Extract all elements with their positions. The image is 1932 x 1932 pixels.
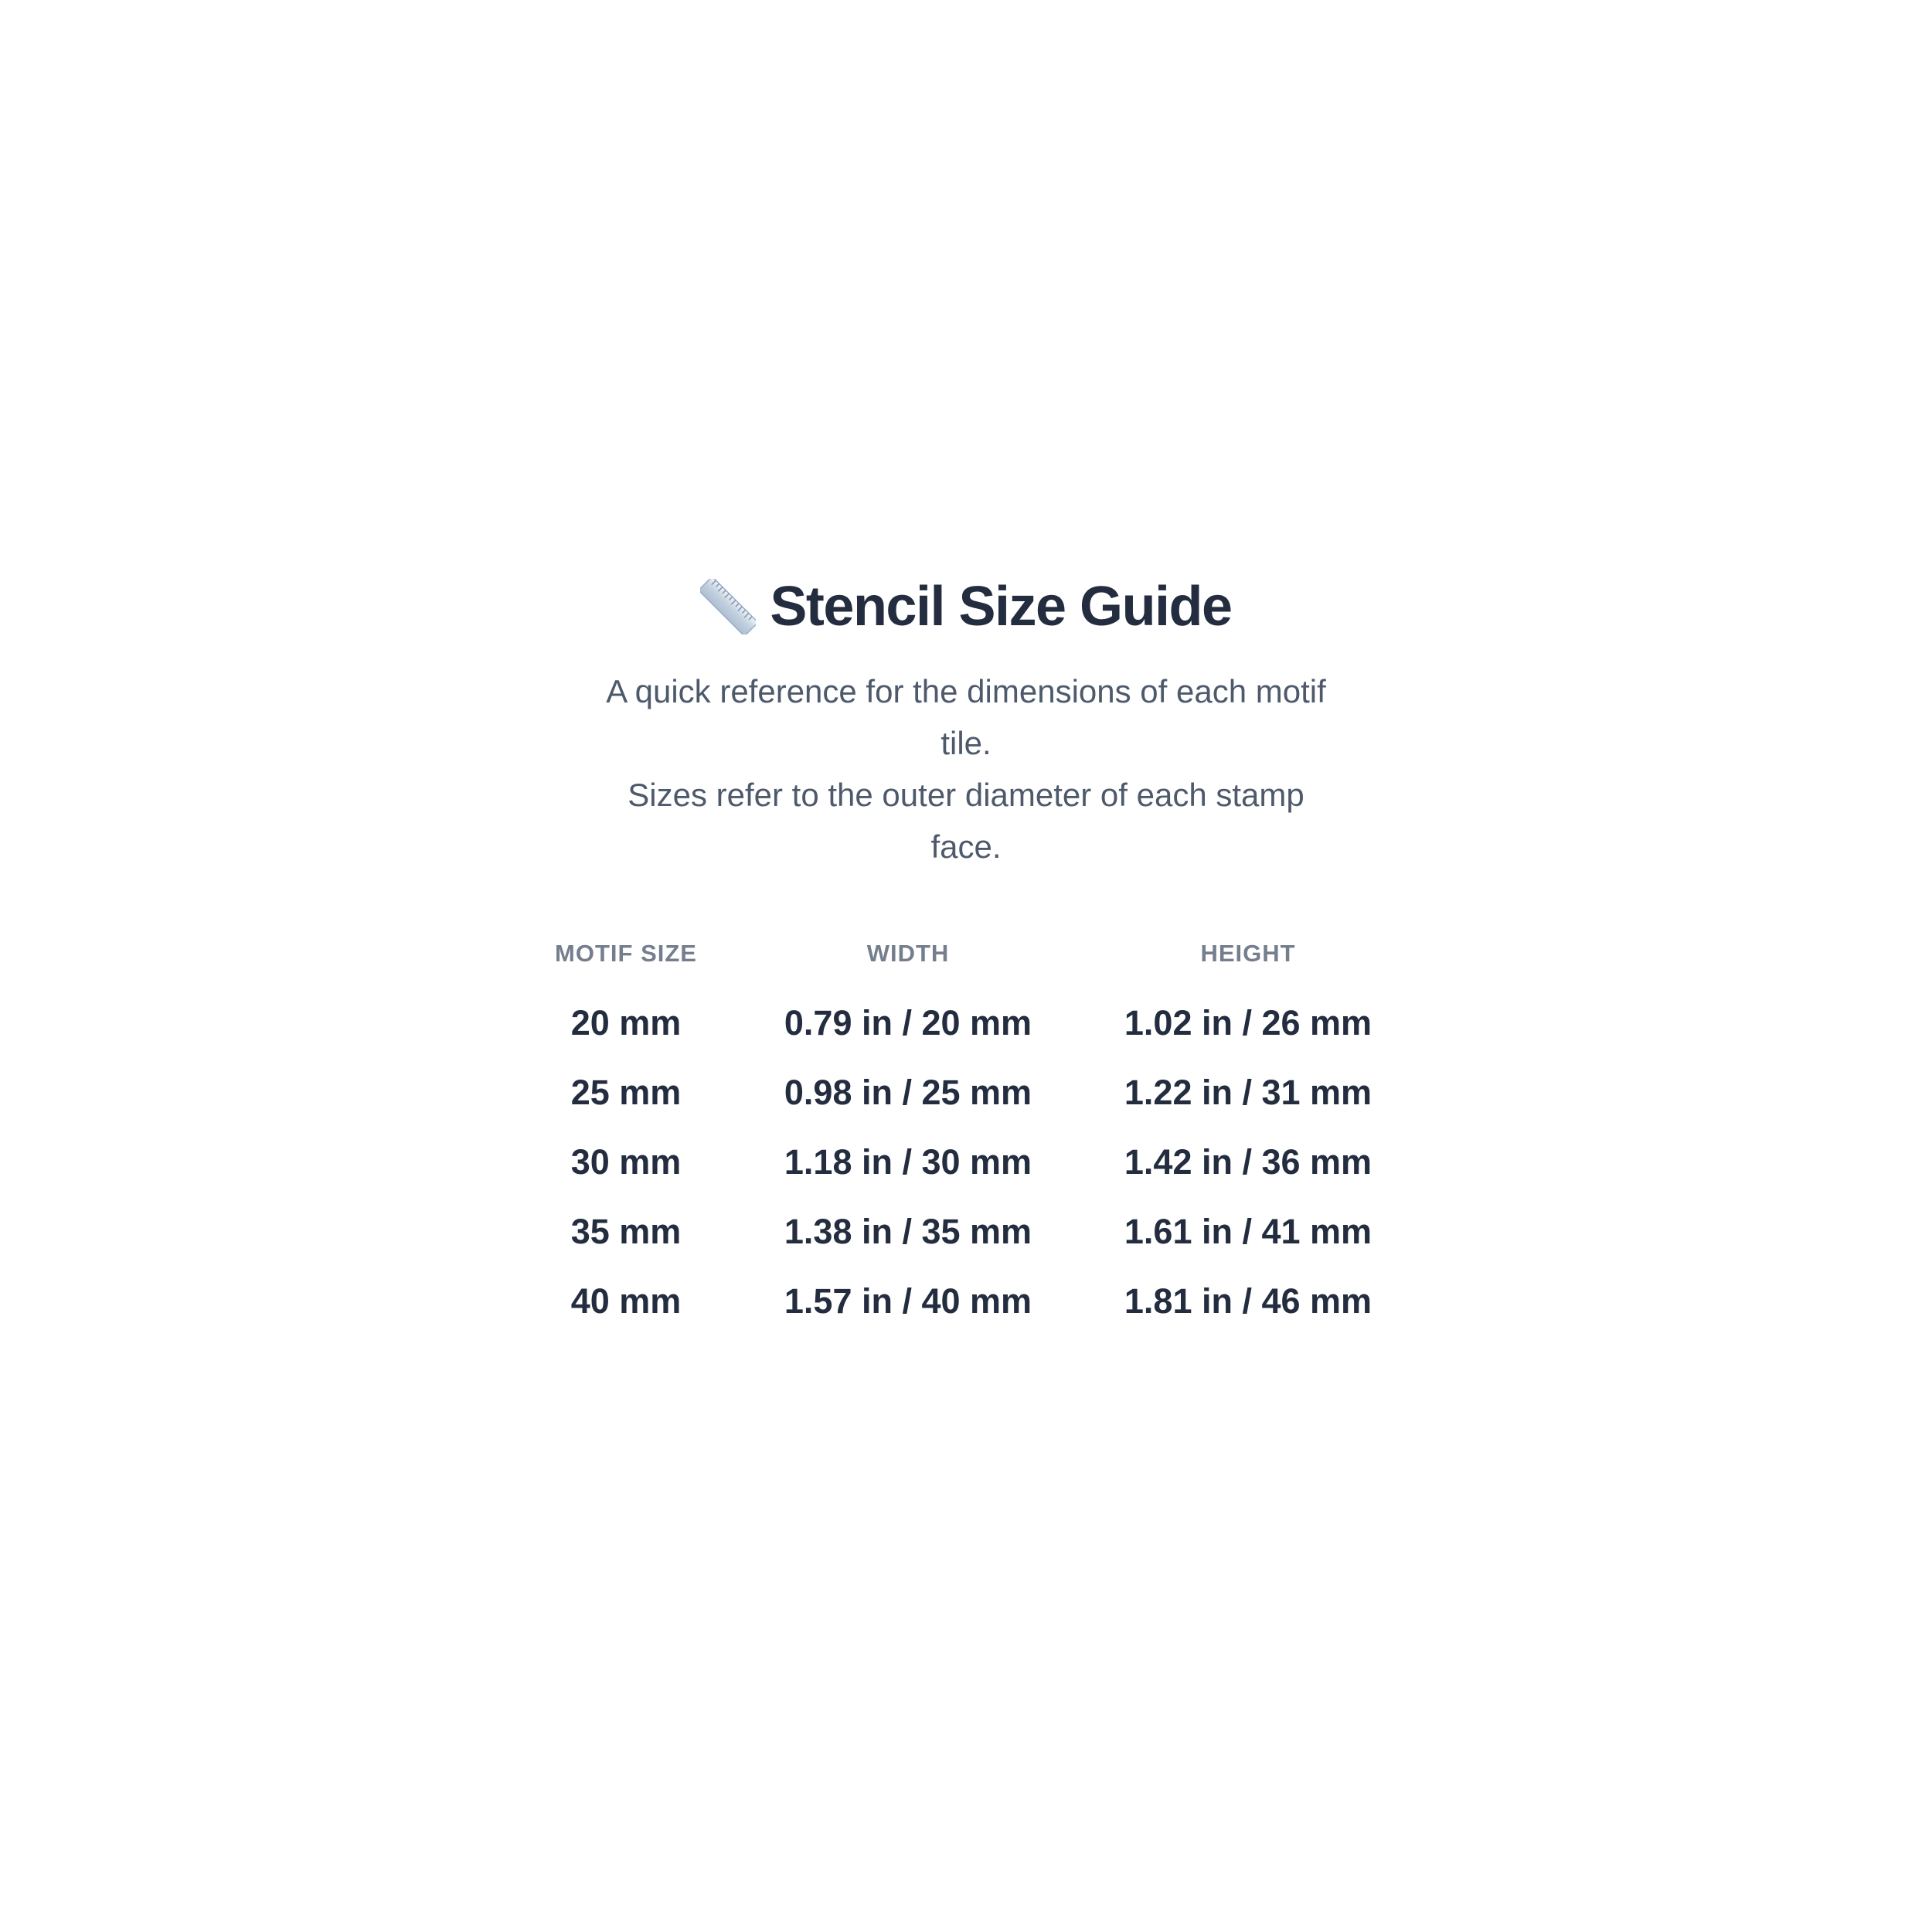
subtitle-line: Sizes refer to the outer diameter of each stamp [628,777,1304,813]
cell-height: 1.61 in / 41 mm [1124,1212,1372,1251]
subtitle-line: tile. [940,725,992,761]
cell-motif-size: 30 mm [570,1142,682,1182]
cell-width: 0.79 in / 20 mm [784,1003,1032,1043]
cell-height: 1.81 in / 46 mm [1124,1281,1372,1321]
page-title-text: Stencil Size Guide [770,576,1232,638]
table-row [537,1128,1395,1197]
table-row [537,1197,1395,1267]
cell-motif-size: 40 mm [570,1281,682,1321]
table-header-row [537,919,1395,988]
column-header-height: HEIGHT [1200,940,1296,967]
cell-height: 1.42 in / 36 mm [1124,1142,1372,1182]
size-table [537,919,1395,1336]
subtitle-line: A quick reference for the dimensions of each motif [606,673,1326,709]
cell-width: 1.57 in / 40 mm [784,1281,1032,1321]
cell-height: 1.02 in / 26 mm [1124,1003,1372,1043]
column-header-motif-size: MOTIF SIZE [555,940,697,967]
cell-height: 1.22 in / 31 mm [1124,1073,1372,1112]
subtitle-line: face. [930,828,1002,865]
cell-width: 1.38 in / 35 mm [784,1212,1032,1251]
stencil-size-guide [464,576,1468,1336]
table-row [537,1267,1395,1336]
ruler-icon [700,579,756,634]
cell-width: 0.98 in / 25 mm [784,1073,1032,1112]
cell-width: 1.18 in / 30 mm [784,1142,1032,1182]
table-row [537,988,1395,1058]
cell-motif-size: 25 mm [570,1073,682,1112]
column-header-width: WIDTH [866,940,950,967]
table-row [537,1058,1395,1128]
cell-motif-size: 35 mm [570,1212,682,1251]
page-title [464,576,1468,638]
subtitle [464,665,1468,872]
cell-motif-size: 20 mm [570,1003,682,1043]
